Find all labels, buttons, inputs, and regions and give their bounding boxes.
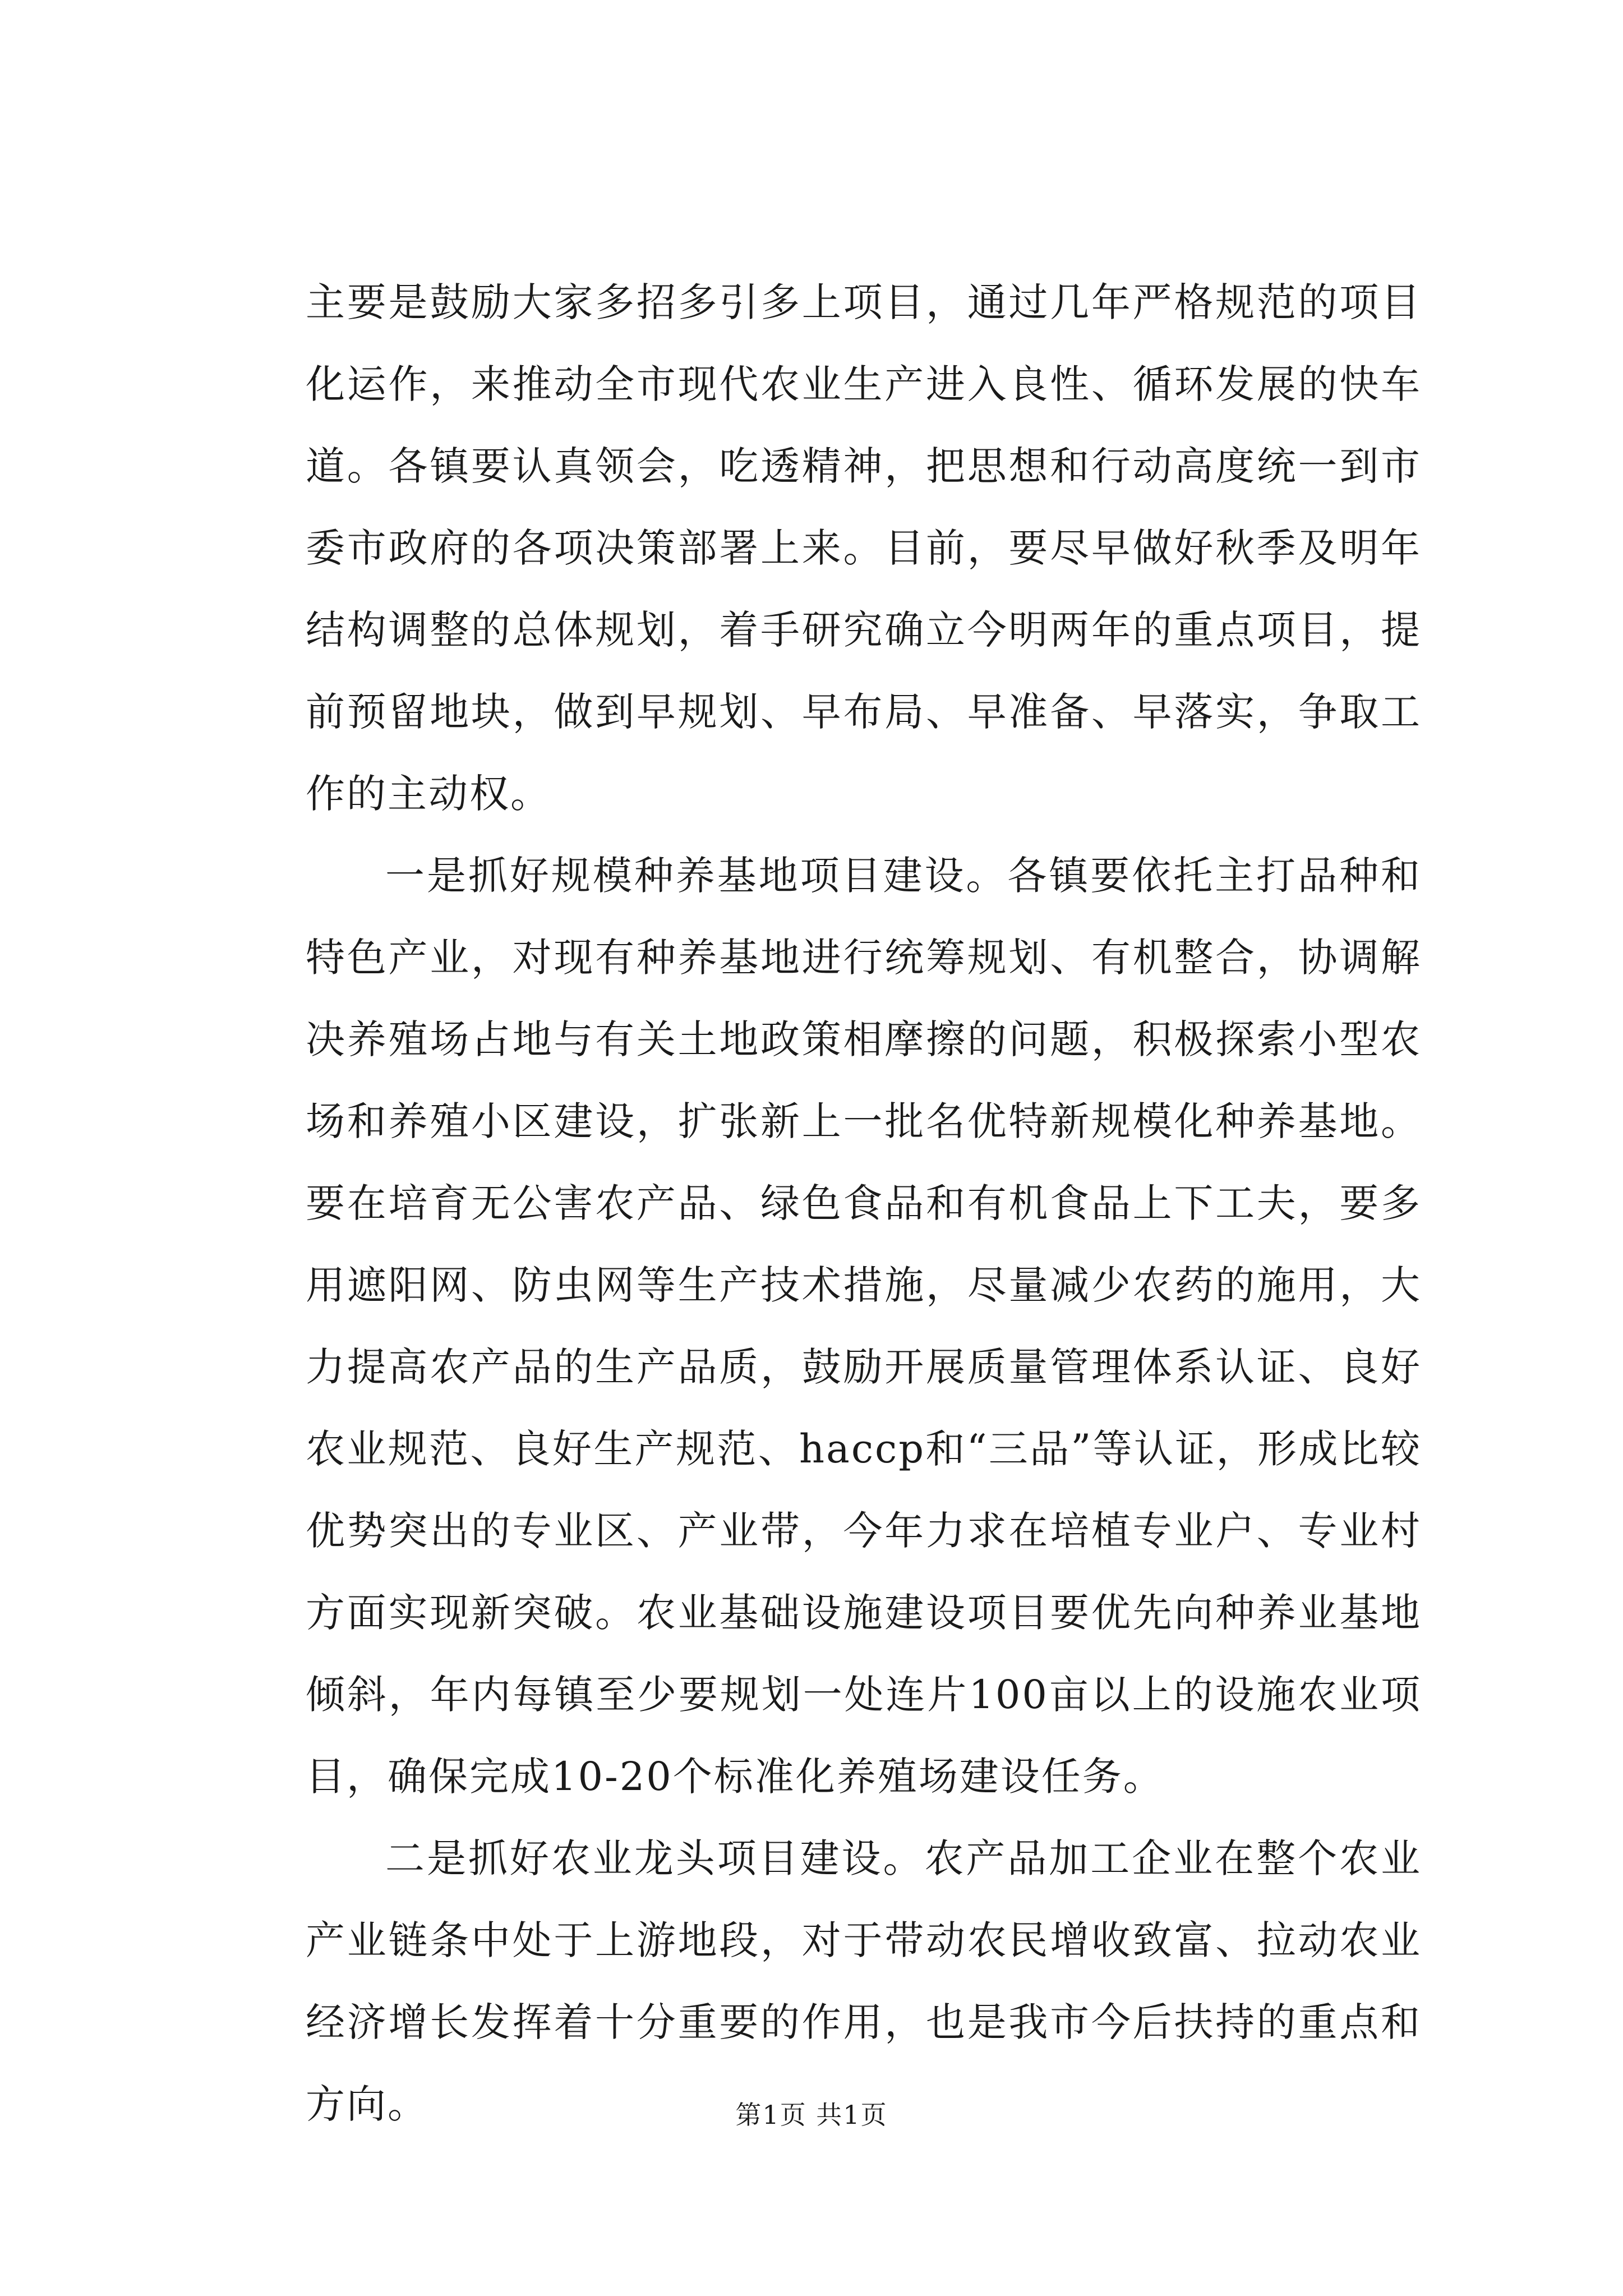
document-body [306,261,1422,2145]
paragraph-planting-bases: 一是抓好规模种养基地项目建设。各镇要依托主打品种和特色产业，对现有种养基地进行统筹规划、有机整合，协调解决养殖场占地与有关土地政策相摩擦的问题，积极探索小型农场和养殖小区建设，扩张新上一批名优特新规模化种养基地。要在培育无公害农产品、绿色食品和有机食品上下工夫，要多用遮阳网、防虫网等生产技术措施，尽量减少农药的施用，大力提高农产品的生产品质，鼓励开展质量管理体系认证、良好农业规范、良好生产规范、haccp和“三品”等认证，形成比较优势突出的专业区、产业带，今年力求在培植专业户、专业村方面实现新突破。农业基础设施建设项目要优先向种养业基地倾斜，年内每镇至少要规划一处连片100亩以上的设施农业项目，确保完成10-20个标准化养殖场建设任务。 [306,853,1422,1800]
page-footer: 第1页 共1页 [735,2100,888,2130]
paragraph-leading-projects: 二是抓好农业龙头项目建设。农产品加工企业在整个农业产业链条中处于上游地段，对于带动农民增收致富、拉动农业经济增长发挥着十分重要的作用，也是我市今后扶持的重点和方向。 [306,1835,1422,2127]
paragraph-continuation: 主要是鼓励大家多招多引多上项目，通过几年严格规范的项目化运作，来推动全市现代农业生产进入良性、循环发展的快车道。各镇要认真领会，吃透精神，把思想和行动高度统一到市委市政府的各项决策部署上来。目前，要尽早做好秋季及明年结构调整的总体规划，着手研究确立今明两年的重点项目，提前预留地块，做到早规划、早布局、早准备、早落实，争取工作的主动权。 [306,279,1422,817]
